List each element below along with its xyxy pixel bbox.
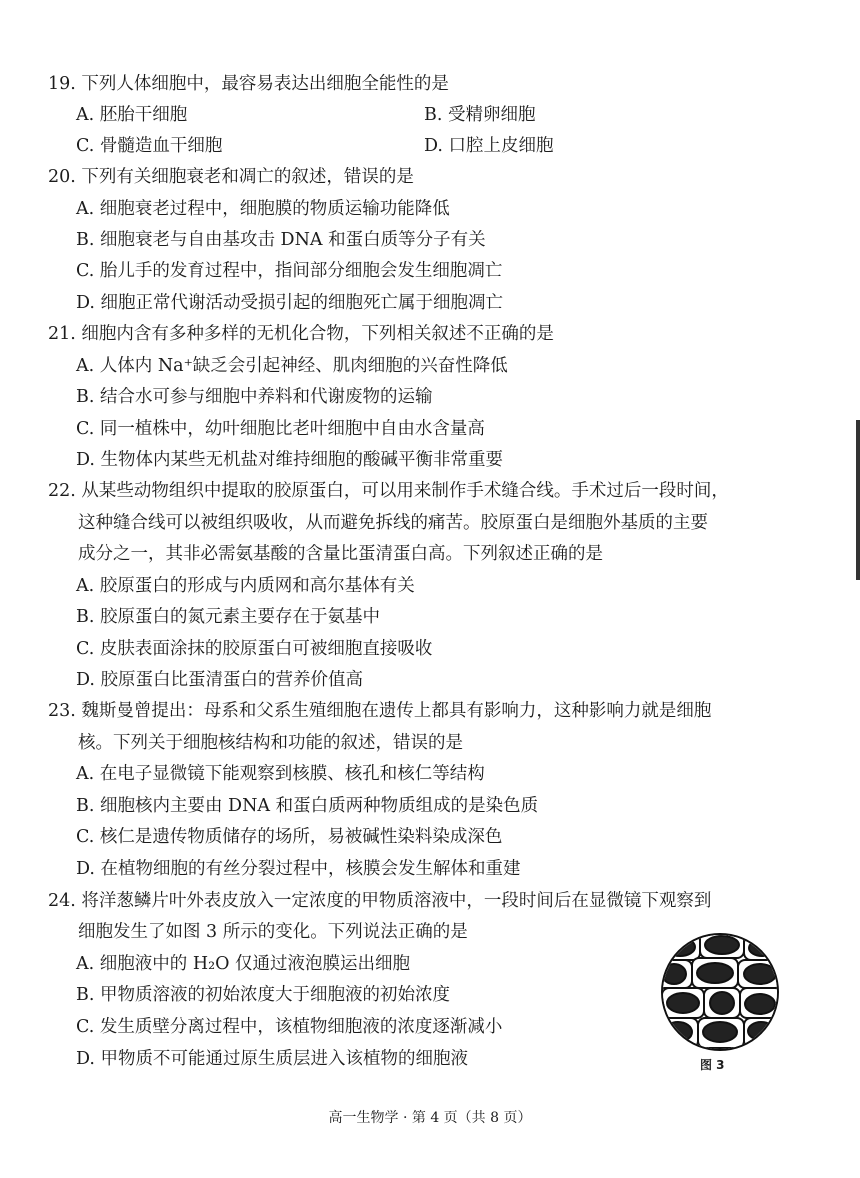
question-22-stem-line-1: 22. 从某些动物组织中提取的胶原蛋白，可以用来制作手术缝合线。手术过后一段时间， [48, 481, 729, 501]
question-21-option-a: A. 人体内 Na⁺缺乏会引起神经、肌肉细胞的兴奋性降低 [76, 356, 508, 376]
question-24-stem-line-1: 24. 将洋葱鳞片叶外表皮放入一定浓度的甲物质溶液中，一段时间后在显微镜下观察到 [48, 891, 712, 911]
question-21-option-d: D. 生物体内某些无机盐对维持细胞的酸碱平衡非常重要 [76, 450, 504, 470]
question-22-option-b: B. 胶原蛋白的氮元素主要存在于氨基中 [76, 607, 380, 627]
question-21-stem: 21. 细胞内含有多种多样的无机化合物，下列相关叙述不正确的是 [48, 324, 554, 344]
question-20-option-b: B. 细胞衰老与自由基攻击 DNA 和蛋白质等分子有关 [76, 230, 486, 250]
page-footer: 高一生物学 · 第 4 页（共 8 页） [328, 1110, 532, 1126]
question-20-option-a: A. 细胞衰老过程中，细胞膜的物质运输功能降低 [76, 199, 450, 219]
question-22-option-c: C. 皮肤表面涂抹的胶原蛋白可被细胞直接吸收 [76, 639, 433, 659]
question-23-stem-line-1: 23. 魏斯曼曾提出：母系和父系生殖细胞在遗传上都具有影响力，这种影响力就是细胞 [48, 701, 712, 721]
question-22-option-a: A. 胶原蛋白的形成与内质网和高尔基体有关 [76, 576, 415, 596]
question-20-stem: 20. 下列有关细胞衰老和凋亡的叙述，错误的是 [48, 167, 414, 187]
question-19-option-a: A. 胚胎干细胞 [76, 105, 188, 125]
question-19-option-c: C. 骨髓造血干细胞 [76, 136, 223, 156]
question-19-option-d: D. 口腔上皮细胞 [424, 136, 554, 156]
question-23-stem-line-2: 核。下列关于细胞核结构和功能的叙述，错误的是 [78, 733, 463, 753]
question-23-option-c: C. 核仁是遗传物质储存的场所，易被碱性染料染成深色 [76, 827, 503, 847]
figure-3-cell-micrograph [660, 932, 780, 1052]
question-24-option-c: C. 发生质壁分离过程中，该植物细胞液的浓度逐渐减小 [76, 1017, 503, 1037]
question-19-stem: 19. 下列人体细胞中，最容易表达出细胞全能性的是 [48, 74, 449, 94]
question-21-option-c: C. 同一植株中，幼叶细胞比老叶细胞中自由水含量高 [76, 419, 485, 439]
question-24-option-b: B. 甲物质溶液的初始浓度大于细胞液的初始浓度 [76, 985, 450, 1005]
question-20-option-c: C. 胎儿手的发育过程中，指间部分细胞会发生细胞凋亡 [76, 261, 503, 281]
question-24-option-d: D. 甲物质不可能通过原生质层进入该植物的细胞液 [76, 1049, 469, 1069]
question-19-option-b: B. 受精卵细胞 [424, 105, 536, 125]
question-24-stem-line-2: 细胞发生了如图 3 所示的变化。下列说法正确的是 [78, 922, 468, 942]
question-22-option-d: D. 胶原蛋白比蛋清蛋白的营养价值高 [76, 670, 364, 690]
question-24-option-a: A. 细胞液中的 H₂O 仅通过液泡膜运出细胞 [76, 954, 411, 974]
question-23-option-b: B. 细胞核内主要由 DNA 和蛋白质两种物质组成的是染色质 [76, 796, 539, 816]
figure-3-caption: 图 3 [700, 1058, 725, 1072]
question-20-option-d: D. 细胞正常代谢活动受损引起的细胞死亡属于细胞凋亡 [76, 293, 504, 313]
question-22-stem-line-3: 成分之一，其非必需氨基酸的含量比蛋清蛋白高。下列叙述正确的是 [78, 544, 603, 564]
question-23-option-a: A. 在电子显微镜下能观察到核膜、核孔和核仁等结构 [76, 764, 485, 784]
question-23-option-d: D. 在植物细胞的有丝分裂过程中，核膜会发生解体和重建 [76, 859, 521, 879]
question-22-stem-line-2: 这种缝合线可以被组织吸收，从而避免拆线的痛苦。胶原蛋白是细胞外基质的主要 [78, 513, 708, 533]
question-21-option-b: B. 结合水可参与细胞中养料和代谢废物的运输 [76, 387, 433, 407]
scan-edge-mark [856, 420, 860, 580]
